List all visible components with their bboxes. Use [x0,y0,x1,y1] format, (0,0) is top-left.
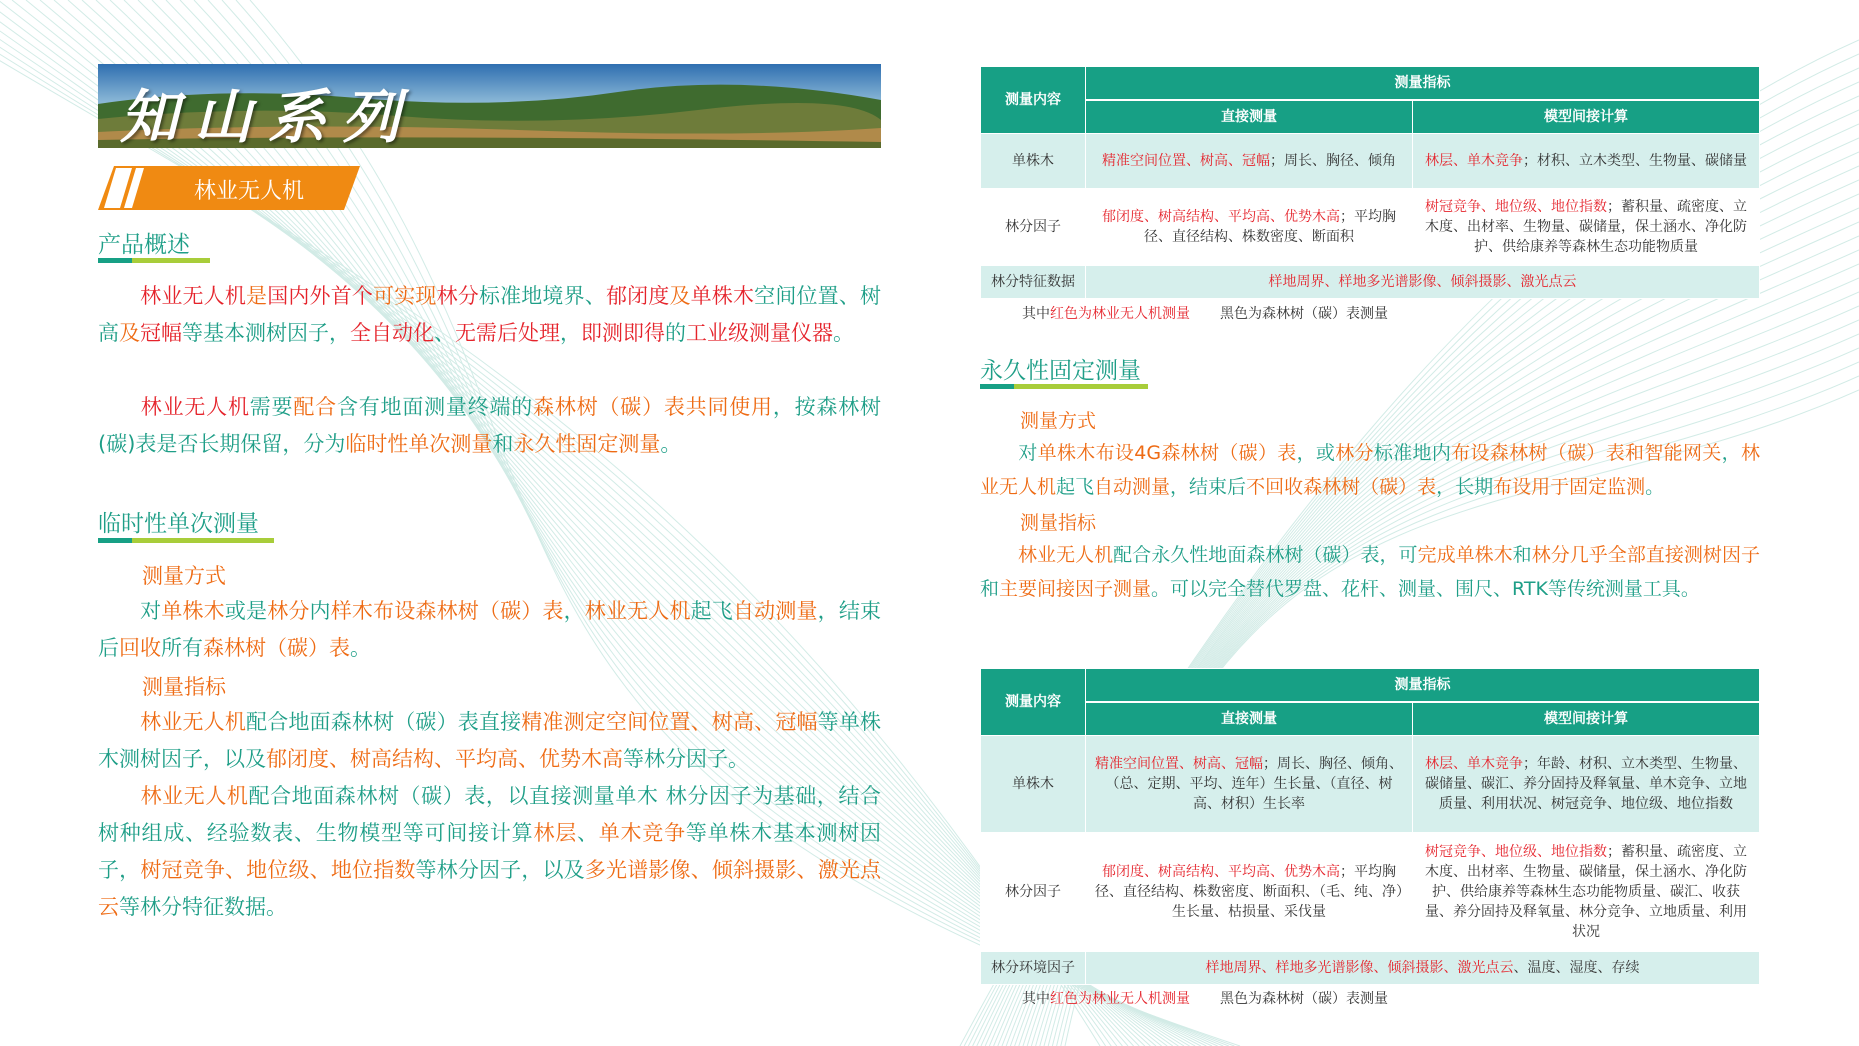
text-run: 等 [817,710,839,734]
table2-header-direct: 直接测量 [1086,702,1413,736]
table2-header-content: 测量内容 [981,669,1086,736]
text-run: 林分 [436,284,479,308]
text-run: ，长期 [1436,476,1494,498]
text-run: 树冠竞争、地位级、地位指数 [1425,199,1607,215]
text-run: 郁闭度、树高结构、平均高、优势木高 [1102,864,1340,880]
text-run: 所有 [161,636,203,660]
table2-header-index: 测量指标 [1086,669,1760,703]
text-run: 配合永久性地面森林树（碳）表，可 [1113,544,1418,566]
table2-note: 其中红色为林业无人机测量 黑色为森林树（碳）表测量 [1022,991,1388,1007]
text-run: 国内外首个 [267,284,374,308]
text-run: 临时性单次测量 [345,432,493,456]
measurement-table-temporary [980,66,1760,299]
text-run: ；蓄积量、疏密度、立木度、出材率、生物量、碳储量，保土涵水、净化防护、供给康养等森林生态功能物质量、碳汇、收获量、养分固持及释氧量、林分竞争、立地质量、利用状况 [1425,844,1747,940]
text-run: 等林分因子，以及 [415,858,585,882]
text-run: 林业无人机 [140,710,247,734]
table2-cell-model [1413,833,1760,952]
text-run: 精准空间位置、树高、冠幅 [1102,153,1270,169]
text-run: 等单株木基本测树因子， [98,821,882,882]
table1-row-label: 林分因子 [981,189,1086,266]
text-run: 需要 [249,395,294,419]
text-run: 、温度、湿度、存续 [1513,960,1640,976]
text-run: ，结束后 [98,599,882,660]
text-run: 单木竞争 [598,821,686,845]
text-run: 单株木 [690,284,755,308]
table2-row-label: 林分环境因子 [981,952,1086,985]
temporary-title: 临时性单次测量 [98,511,259,537]
text-run: 永久性固定测量 [513,432,661,456]
table2-row-label: 单株木 [981,736,1086,833]
text-run: 郁闭度、树高结构、平均高、优势木高 [1102,209,1340,225]
table2-cell-model [1413,736,1760,833]
text-run: ， [1721,442,1741,464]
overview-title: 产品概述 [98,232,190,258]
table1-cell-model [1413,134,1760,189]
text-run: 及 [119,321,140,345]
text-run: 布设森林树（碳）表和智能网关 [1451,442,1722,464]
text-run: ；年龄、材积、立木类型、生物量、碳储量、碳汇、养分固持及释氧量、单木竞争、立地质量、利用状况、树冠竞争、地位级、地位指数 [1425,756,1747,812]
text-run: 和 [492,432,514,456]
text-run: 含有地面测量终端的 [336,395,534,419]
permanent-method-heading: 测量方式 [1020,410,1097,432]
table1-cell-direct [1086,134,1413,189]
text-run: 林业无人机 [1018,544,1114,566]
text-run: 林层、单木竞争 [1425,756,1523,772]
text-run: ；平均胸径、直径结构、株数密度、断面积、（毛、纯、净）生长量、枯损量、采伐量 [1095,864,1403,920]
text-run: 郁闭度 [605,284,670,308]
permanent-title: 永久性固定测量 [980,358,1141,384]
table2-row-label: 林分因子 [981,833,1086,952]
text-run: 样地周界、样地多光谱影像、倾斜摄影、激光点云 [1205,960,1514,976]
text-run: 郁闭度、树高结构、平均高、优势木高 [266,747,623,771]
table2-header-model: 模型间接计算 [1413,702,1760,736]
table1-cell-feature: 样地周界、样地多光谱影像、倾斜摄影、激光点云 [1086,266,1760,299]
text-run: 的 [665,321,686,345]
text-run: 单株木布设4G森林树（碳）表 [1037,442,1297,464]
text-run: 标准地内 [1373,442,1452,464]
overview-underline [98,258,210,263]
text-run: 即测即得 [581,321,665,345]
text-run: 等林分特征数据。 [119,895,287,919]
text-run: ， [560,321,581,345]
text-run: ， [563,599,585,623]
text-run: 主要间接因子测量 [999,578,1152,600]
text-run: 对 [1018,442,1038,464]
table1-header-index: 测量指标 [1086,67,1760,101]
temporary-underline [98,538,274,543]
text-run: 冠幅 [140,321,182,345]
text-run: 。 [833,321,854,345]
text-run: 多光谱影像、倾斜摄影、激光点云 [98,858,882,919]
text-run: ；周长、胸径、倾角、（总、定期、平均、连年）生长量、（直径、树高、材积）生长率 [1105,756,1403,812]
text-run: 树冠竞争、地位级、地位指数 [140,858,416,882]
text-run: 配合 [293,395,337,419]
text-run: ，结束后 [1170,476,1247,498]
text-run: 自动测量 [732,599,818,623]
text-run: 工业级测量仪器 [686,321,833,345]
permanent-underline [980,384,1148,389]
table2-cell-direct [1086,736,1413,833]
text-run: 。可以完全替代罗盘、花杆、测量、围尺、RTK等传统测量工具。 [1151,578,1700,600]
text-run: 和 [980,578,1000,600]
text-run: ；平均胸径、直径结构、株数密度、断面积 [1144,209,1396,245]
text-run: 森林树（碳）表 [203,636,350,660]
text-run: 配合地面森林树（碳）表，以直接测量单木 林分因子为基础，结合树种组成、经验数表、生物模型等可间接计算 [98,784,881,845]
temporary-method-heading: 测量方式 [142,564,226,588]
text-run: ；周长、胸径、倾角 [1270,153,1396,169]
category-tag [98,166,360,210]
text-run: 等林分因子。 [623,747,749,771]
table1-note: 其中红色为林业无人机测量 黑色为森林树（碳）表测量 [1022,306,1388,322]
text-run: 完成单株木 [1417,544,1513,566]
text-run: 可实现 [373,284,437,308]
text-run: 林分几乎全部直接测树因子 [1531,544,1760,566]
permanent-index-text [980,538,1760,606]
text-run: 。 [660,432,682,456]
text-run: 森林树（碳）表共同使用 [533,395,773,419]
temporary-index-text-1 [98,704,881,778]
banner-title: 知山系列 [120,83,417,148]
text-run: ；材积、立木类型、生物量、碳储量 [1523,153,1747,169]
text-run: 样木布设森林树（碳）表 [330,599,564,623]
table2-cell-direct [1086,833,1413,952]
text-run: 。 [350,636,371,660]
table1-cell-model [1413,189,1760,266]
tag-label: 林业无人机 [194,179,305,204]
text-run: 林业无人机 [140,395,250,419]
text-run: 单株木测树因子，以及 [98,710,882,771]
text-run: 标准地境界、 [478,284,606,308]
text-run: 或是 [224,599,268,623]
text-run: ；蓄积量、疏密度、立木度、出材率、生物量、碳储量，保土涵水、净化防护、供给康养等森林生态功能物质量 [1425,199,1747,255]
text-run: 林层、单木竞争 [1425,153,1523,169]
text-run: 起飞 [1056,476,1095,498]
text-run: 林业无人机 [140,784,249,808]
text-run: 林层 [533,821,577,845]
table1-row-label: 林分特征数据 [981,266,1086,299]
text-run: 自动测量 [1094,476,1171,498]
text-run: 、 [576,821,599,845]
table1-row-label: 单株木 [981,134,1086,189]
text-run: 配合地面森林树（碳）表直接 [246,710,522,734]
text-run: 布设用于固定监测 [1493,476,1646,498]
text-run: 林分 [1335,442,1374,464]
text-run: 回收 [119,636,161,660]
temporary-index-text-2 [98,778,881,926]
temporary-method-text [98,593,881,667]
text-run: 起飞 [690,599,733,623]
text-run: 和 [1512,544,1532,566]
text-run: 是 [246,284,268,308]
text-run: ，按森林树(碳)表是否长期保留，分为 [98,395,882,456]
text-run: 不回收森林树（碳）表 [1246,476,1437,498]
overview-paragraph-1 [98,278,881,352]
text-run: 及 [669,284,691,308]
text-run: 全自动化 [350,321,434,345]
table1-cell-direct [1086,189,1413,266]
text-run: 林分 [267,599,310,623]
measurement-table-permanent [980,668,1760,985]
text-run: 内 [309,599,331,623]
text-run: 林业无人机 [584,599,691,623]
text-run: 林业无人机 [980,442,1760,498]
text-run: 无需后处理 [455,321,560,345]
text-run: 单株木 [161,599,225,623]
text-run: 、 [434,321,455,345]
permanent-method-text [980,436,1760,504]
text-run: 等基本测树因子， [182,321,350,345]
text-run: 精准测定空间位置、树高、冠幅 [521,710,818,734]
text-run: 对 [140,599,162,623]
table1-header-model: 模型间接计算 [1413,100,1760,134]
overview-paragraph-2 [98,389,881,463]
text-run: ，或 [1296,442,1336,464]
table1-header-direct: 直接测量 [1086,100,1413,134]
text-run: 。 [1645,476,1665,498]
text-run: 林业无人机 [140,284,247,308]
table2-cell-environment [1086,952,1760,985]
series-banner [98,64,881,148]
text-run: 精准空间位置、树高、冠幅 [1095,756,1263,772]
table1-header-content: 测量内容 [981,67,1086,134]
text-run: 空间位置、树高 [98,284,882,345]
permanent-index-heading: 测量指标 [1020,512,1097,534]
temporary-index-heading: 测量指标 [142,675,226,699]
text-run: 树冠竞争、地位级、地位指数 [1425,844,1607,860]
